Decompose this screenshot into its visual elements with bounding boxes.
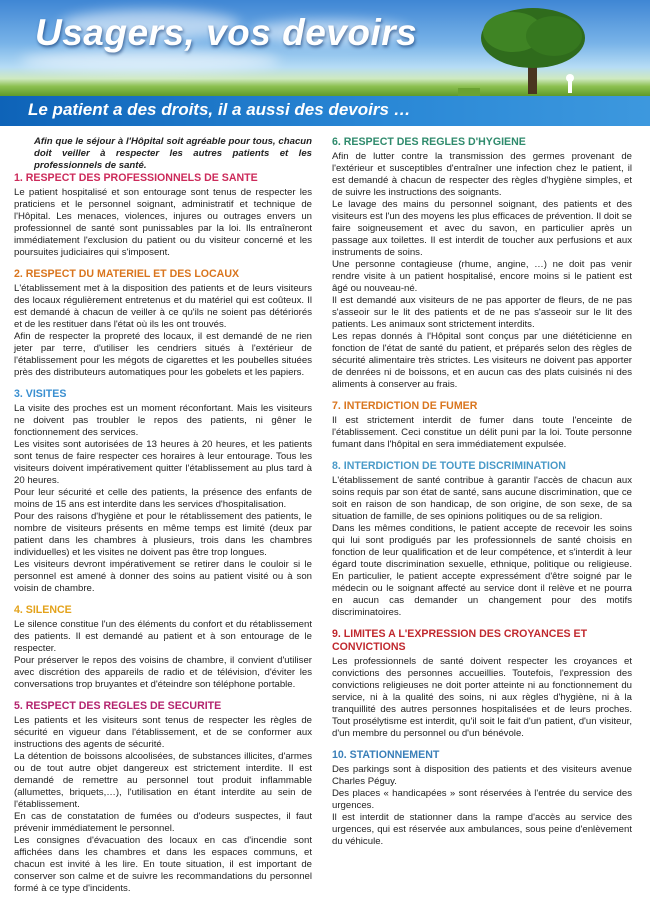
section-3 <box>14 388 312 595</box>
section-paragraph: Une personne contagieuse (rhume, angine, …) ne doit pas venir rendre visite à un patient hospitalisé, encore moins si le patient est âgé ou nouveau-né. <box>332 259 632 294</box>
section-paragraph: En cas de constatation de fumées ou d'odeurs suspectes, il faut prévenir immédiatement le personnel. <box>14 811 312 834</box>
section-9 <box>332 628 632 740</box>
page-title: Usagers, vos devoirs <box>35 12 418 53</box>
section-8 <box>332 460 632 619</box>
section-heading: 9. LIMITES A L'EXPRESSION DES CROYANCES ET CONVICTIONS <box>332 628 588 653</box>
subtitle-banner <box>0 96 650 126</box>
left-column <box>14 136 312 904</box>
section-heading: 2. RESPECT DU MATERIEL ET DES LOCAUX <box>14 268 240 280</box>
section-2 <box>14 268 312 379</box>
section-heading: 1. RESPECT DES PROFESSIONNELS DE SANTE <box>14 172 258 184</box>
section-paragraph: Des parkings sont à disposition des patients et des visiteurs avenue Charles Péguy. <box>332 764 632 787</box>
section-paragraph: Il est demandé aux visiteurs de ne pas apporter de fleurs, de ne pas s'asseoir sur le lit des patients et de ne pas s'asseoir sur le lit des patients. Les animaux sont strictement interdits. <box>332 295 632 330</box>
section-heading: 8. INTERDICTION DE TOUTE DISCRIMINATION <box>332 460 566 472</box>
section-paragraph: La détention de boissons alcoolisées, de substances illicites, d'armes ou de tout autre objet dangereux est strictement interdite. Il est demandé de remettre au personnel tout produit inflammable (allumettes, briquets,…), l'utilisation en étant interdite au sein de l'établissement. <box>14 751 312 810</box>
section-paragraph: Le silence constitue l'un des éléments du confort et du rétablissement des patients. Il est demandé au patient et à son entourage de le respecter. <box>14 619 312 654</box>
section-6 <box>332 136 632 391</box>
section-10 <box>332 749 632 848</box>
section-heading: 7. INTERDICTION DE FUMER <box>332 400 478 412</box>
section-heading: 6. RESPECT DES REGLES D'HYGIENE <box>332 136 526 148</box>
section-paragraph: Les professionnels de santé doivent respecter les croyances et convictions des personnes accueillies. Toutefois, l'expression des convictions religieuses ne doit porter atteinte ni au fonctionnement du service, ni à la qualité des soins, ni aux règles d'hygiène, ni à la tranquillité des autres personnes hospitalisées et de leurs proches. Tout prosélytisme est interdit, qu'il soit le fait d'un patient, d'un visiteur, d'un membre du personnel ou d'un bénévole. <box>332 656 632 739</box>
section-paragraph: Il est strictement interdit de fumer dans toute l'enceinte de l'établissement. Ceci constitue un délit puni par la loi. Toute personne fumant dans l'hôpital en sera immédiatement expulsée. <box>332 415 632 450</box>
section-paragraph: Afin de respecter la propreté des locaux, il est demandé de ne rien jeter par terre, d'utiliser les cendriers situés à l'extérieur de l'établissement pour les mégots de cigarettes et les poubelles situées près des distributeurs automatiques pour les gobelets et les papiers. <box>14 331 312 378</box>
section-paragraph: Des places « handicapées » sont réservées à l'entrée du service des urgences. <box>332 788 632 811</box>
section-4 <box>14 604 312 691</box>
section-paragraph: Les repas donnés à l'Hôpital sont conçus par une diététicienne en fonction de l'état de santé du patient, et préparés selon des règles de sécurité alimentaire très strictes. Les visiteurs ne doivent pas apporter de denrées ni de boissons, et en aucun cas des plats cuisinés ni des aliments à conserver au frais. <box>332 331 632 390</box>
section-7 <box>332 400 632 451</box>
section-paragraph: L'établissement de santé contribue à garantir l'accès de chacun aux soins requis par son état de santé, sans aucune discrimination, que ce soit en raison de son handicap, de son origine, de son sexe, de sa situation de famille, de ses opinions politiques ou de sa religion. <box>332 475 632 522</box>
intro-text: Afin que le séjour à l'Hôpital soit agréable pour tous, chacun doit veiller à respecter les autres patients et les professionnels de santé. <box>34 136 312 171</box>
section-heading: 3. VISITES <box>14 388 67 400</box>
section-paragraph: Dans les mêmes conditions, le patient accepte de recevoir les soins qui lui sont prodigués par les professionnels de santé choisis en fonction de leur qualification et de leur compétence, et s'interdit à leur égard toute discrimination sexuelle, ethnique, politique ou religieuse. En particulier, le patient accepte expressément d'être soigné par le médecin ou le soignant affecté au service dont il relève et ne pourra en aucun cas demander un changement pour des motifs discriminatoires. <box>332 523 632 618</box>
section-paragraph: Le lavage des mains du personnel soignant, des patients et des visiteurs est l'un des moyens les plus efficaces de prévention. Il doit se faire soigneusement et avec du savon, en particulier après un passage aux toilettes. Il est interdit de toucher aux perfusions et aux instruments de soins. <box>332 199 632 258</box>
section-paragraph: Il est interdit de stationner dans la rampe d'accès au service des urgences, qui est réservée aux ambulances, sous peine d'enlèvement du véhicule. <box>332 812 632 847</box>
section-paragraph: Le patient hospitalisé et son entourage sont tenus de respecter les praticiens et le personnel soignant, administratif et technique de l'Hôpital. Les menaces, violences, injures ou outrages envers un professionnel de santé sont punissables par la loi. Ils entraîneront immédiatement l'exclusion du patient ou du visiteur concerné et les poursuites judiciaires qui s'imposent. <box>14 187 312 258</box>
section-paragraph: Les consignes d'évacuation des locaux en cas d'incendie sont affichées dans les chambres et dans les espaces communs, et chacun est invité à les lire. En toute situation, il est important de conserver son calme et de suivre les recommandations du personnel formé à ce type d'incidents. <box>14 835 312 894</box>
section-heading: 5. RESPECT DES REGLES DE SECURITE <box>14 700 222 712</box>
section-paragraph: Afin de lutter contre la transmission des germes provenant de l'extérieur et susceptibles d'entraîner une infection chez le patient, il est demandé à chacun de respecter des règles d'hygiène simples, et de suivre les instructions des soignants. <box>332 151 632 198</box>
section-paragraph: Les patients et les visiteurs sont tenus de respecter les règles de sécurité en vigueur dans l'établissement, et de se conformer aux instructions des agents de sécurité. <box>14 715 312 750</box>
page-subtitle: Le patient a des droits, il a aussi des devoirs … <box>28 100 411 119</box>
section-paragraph: Les visiteurs devront impérativement se retirer dans le couloir si le personnel est amené à donner des soins au patient visité ou à son voisin de chambre. <box>14 559 312 594</box>
header-banner <box>0 0 650 96</box>
right-column <box>332 136 632 857</box>
section-heading: 4. SILENCE <box>14 604 72 616</box>
section-paragraph: La visite des proches est un moment réconfortant. Mais les visiteurs ne doivent pas troubler le repos des patients, ni gêner le fonctionnement des services. <box>14 403 312 438</box>
section-paragraph: Les visites sont autorisées de 13 heures à 20 heures, et les patients sont tenus de faire respecter ces horaires à leur entourage. Tous les visiteurs doivent impérativement quitter l'établissement au plus tard à 20 heures. <box>14 439 312 486</box>
section-5 <box>14 700 312 895</box>
section-paragraph: Pour des raisons d'hygiène et pour le rétablissement des patients, le nombre de visiteurs présents en même temps est limité (deux par patient dans les chambres à plusieurs, trois dans les chambres individuelles) et les visites ne doivent pas être trop longues. <box>14 511 312 558</box>
section-1 <box>14 172 312 259</box>
section-paragraph: Pour leur sécurité et celle des patients, la présence des enfants de moins de 15 ans est interdite dans les services d'hospitalisation. <box>14 487 312 510</box>
section-heading: 10. STATIONNEMENT <box>332 749 440 761</box>
tree-icon <box>458 6 608 96</box>
section-paragraph: Pour préserver le repos des voisins de chambre, il convient d'utiliser avec discrétion des appareils de radio et de télévision, d'éviter les conversations trop bruyantes et d'éteindre son téléphone portable. <box>14 655 312 690</box>
section-paragraph: L'établissement met à la disposition des patients et de leurs visiteurs des locaux régulièrement entretenus et du matériel qui est coûteux. Il est demandé à chacun de veiller à ce qu'ils ne soient pas détériorés et de les restituer dans l'état où ils les ont trouvés. <box>14 283 312 330</box>
